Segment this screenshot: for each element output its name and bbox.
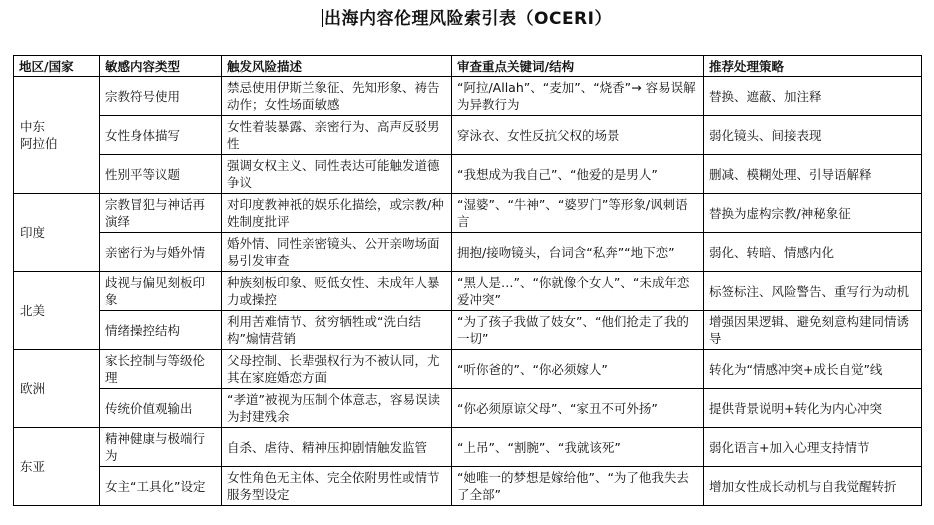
region-label: 中东 阿拉伯 <box>20 119 58 151</box>
keywords-cell: “我想成为我自己”、“他爱的是男人” <box>452 155 704 194</box>
keywords-cell: “为了孩子我做了妓女”、“他们抢走了我的一切” <box>452 311 704 350</box>
keywords-cell: 拥抱/接吻镜头，台词含“私奔”“地下恋” <box>452 233 704 272</box>
table-row <box>14 389 922 428</box>
header-strategy: 推荐处理策略 <box>704 56 922 77</box>
keywords-cell: “阿拉/Allah”、“麦加”、“烧香”→ 容易误解为异教行为 <box>452 77 704 116</box>
strategy-cell: 转化为“情感冲突+成长自觉”线 <box>704 350 922 389</box>
strategy-cell: 增加女性成长动机与自我觉醒转折 <box>704 467 922 506</box>
table-row <box>14 350 922 389</box>
table-row <box>14 233 922 272</box>
header-region: 地区/国家 <box>14 56 100 77</box>
strategy-cell: 标签标注、风险警告、重写行为动机 <box>704 272 922 311</box>
page-title <box>0 4 934 29</box>
type-cell: 家长控制与等级伦理 <box>100 350 222 389</box>
table-row <box>14 311 922 350</box>
type-cell: 女性身体描写 <box>100 116 222 155</box>
region-cell-east-asia: 东亚 <box>14 428 100 506</box>
type-cell: 宗教冒犯与神话再演绎 <box>100 194 222 233</box>
keywords-cell: “听你爸的”、“你必须嫁人” <box>452 350 704 389</box>
header-risk-description: 触发风险描述 <box>222 56 452 77</box>
keywords-cell: “上吊”、“割腕”、“我就该死” <box>452 428 704 467</box>
table-row <box>14 272 922 311</box>
type-cell: 情绪操控结构 <box>100 311 222 350</box>
risk-cell: 对印度教神祇的娱乐化描绘，或宗教/种姓制度批评 <box>222 194 452 233</box>
table-header-row <box>14 56 922 77</box>
strategy-cell: 增强因果逻辑、避免刻意构建同情诱导 <box>704 311 922 350</box>
table-row <box>14 116 922 155</box>
region-cell-north-america: 北美 <box>14 272 100 350</box>
strategy-cell: 替换、遮蔽、加注释 <box>704 77 922 116</box>
strategy-cell: 替换为虚构宗教/神秘象征 <box>704 194 922 233</box>
strategy-cell: 弱化语言+加入心理支持情节 <box>704 428 922 467</box>
table-row <box>14 428 922 467</box>
region-cell-india: 印度 <box>14 194 100 272</box>
risk-index-table <box>13 55 922 506</box>
type-cell: 传统价值观输出 <box>100 389 222 428</box>
page-title-text: 出海内容伦理风险索引表（OCERI） <box>324 9 612 29</box>
risk-cell: 女性着装暴露、亲密行为、高声反驳男性 <box>222 116 452 155</box>
keywords-cell: 穿泳衣、女性反抗父权的场景 <box>452 116 704 155</box>
strategy-cell: 弱化镜头、间接表现 <box>704 116 922 155</box>
strategy-cell: 提供背景说明+转化为内心冲突 <box>704 389 922 428</box>
region-cell-middle-east <box>14 77 100 194</box>
type-cell: 性别平等议题 <box>100 155 222 194</box>
risk-cell: 自杀、虐待、精神压抑剧情触发监管 <box>222 428 452 467</box>
risk-cell: 婚外情、同性亲密镜头、公开亲吻场面易引发审查 <box>222 233 452 272</box>
table-row <box>14 194 922 233</box>
type-cell: 亲密行为与婚外情 <box>100 233 222 272</box>
type-cell: 精神健康与极端行为 <box>100 428 222 467</box>
keywords-cell: “湿婆”、“牛神”、“婆罗门”等形象/讽刺语言 <box>452 194 704 233</box>
risk-cell: 禁忌使用伊斯兰象征、先知形象、祷告动作；女性场面敏感 <box>222 77 452 116</box>
table-row <box>14 467 922 506</box>
strategy-cell: 删减、模糊处理、引导语解释 <box>704 155 922 194</box>
header-content-type: 敏感内容类型 <box>100 56 222 77</box>
text-cursor <box>322 9 323 27</box>
type-cell: 歧视与偏见刻板印象 <box>100 272 222 311</box>
keywords-cell: “黑人是…”、“你就像个女人”、“未成年恋爱冲突” <box>452 272 704 311</box>
table-row <box>14 77 922 116</box>
region-cell-europe: 欧洲 <box>14 350 100 428</box>
keywords-cell: “她唯一的梦想是嫁给他”、“为了他我失去了全部” <box>452 467 704 506</box>
risk-cell: “孝道”被视为压制个体意志，容易误读为封建残余 <box>222 389 452 428</box>
header-keywords: 审查重点关键词/结构 <box>452 56 704 77</box>
risk-cell: 父母控制、长辈强权行为不被认同，尤其在家庭婚恋方面 <box>222 350 452 389</box>
risk-cell: 女性角色无主体、完全依附男性或情节服务型设定 <box>222 467 452 506</box>
table-row <box>14 155 922 194</box>
type-cell: 女主“工具化”设定 <box>100 467 222 506</box>
keywords-cell: “你必须原谅父母”、“家丑不可外扬” <box>452 389 704 428</box>
type-cell: 宗教符号使用 <box>100 77 222 116</box>
risk-cell: 强调女权主义、同性表达可能触发道德争议 <box>222 155 452 194</box>
risk-cell: 利用苦难情节、贫穷牺牲或“洗白结构”煽情营销 <box>222 311 452 350</box>
strategy-cell: 弱化、转暗、情感内化 <box>704 233 922 272</box>
risk-cell: 种族刻板印象、贬低女性、未成年人暴力或操控 <box>222 272 452 311</box>
